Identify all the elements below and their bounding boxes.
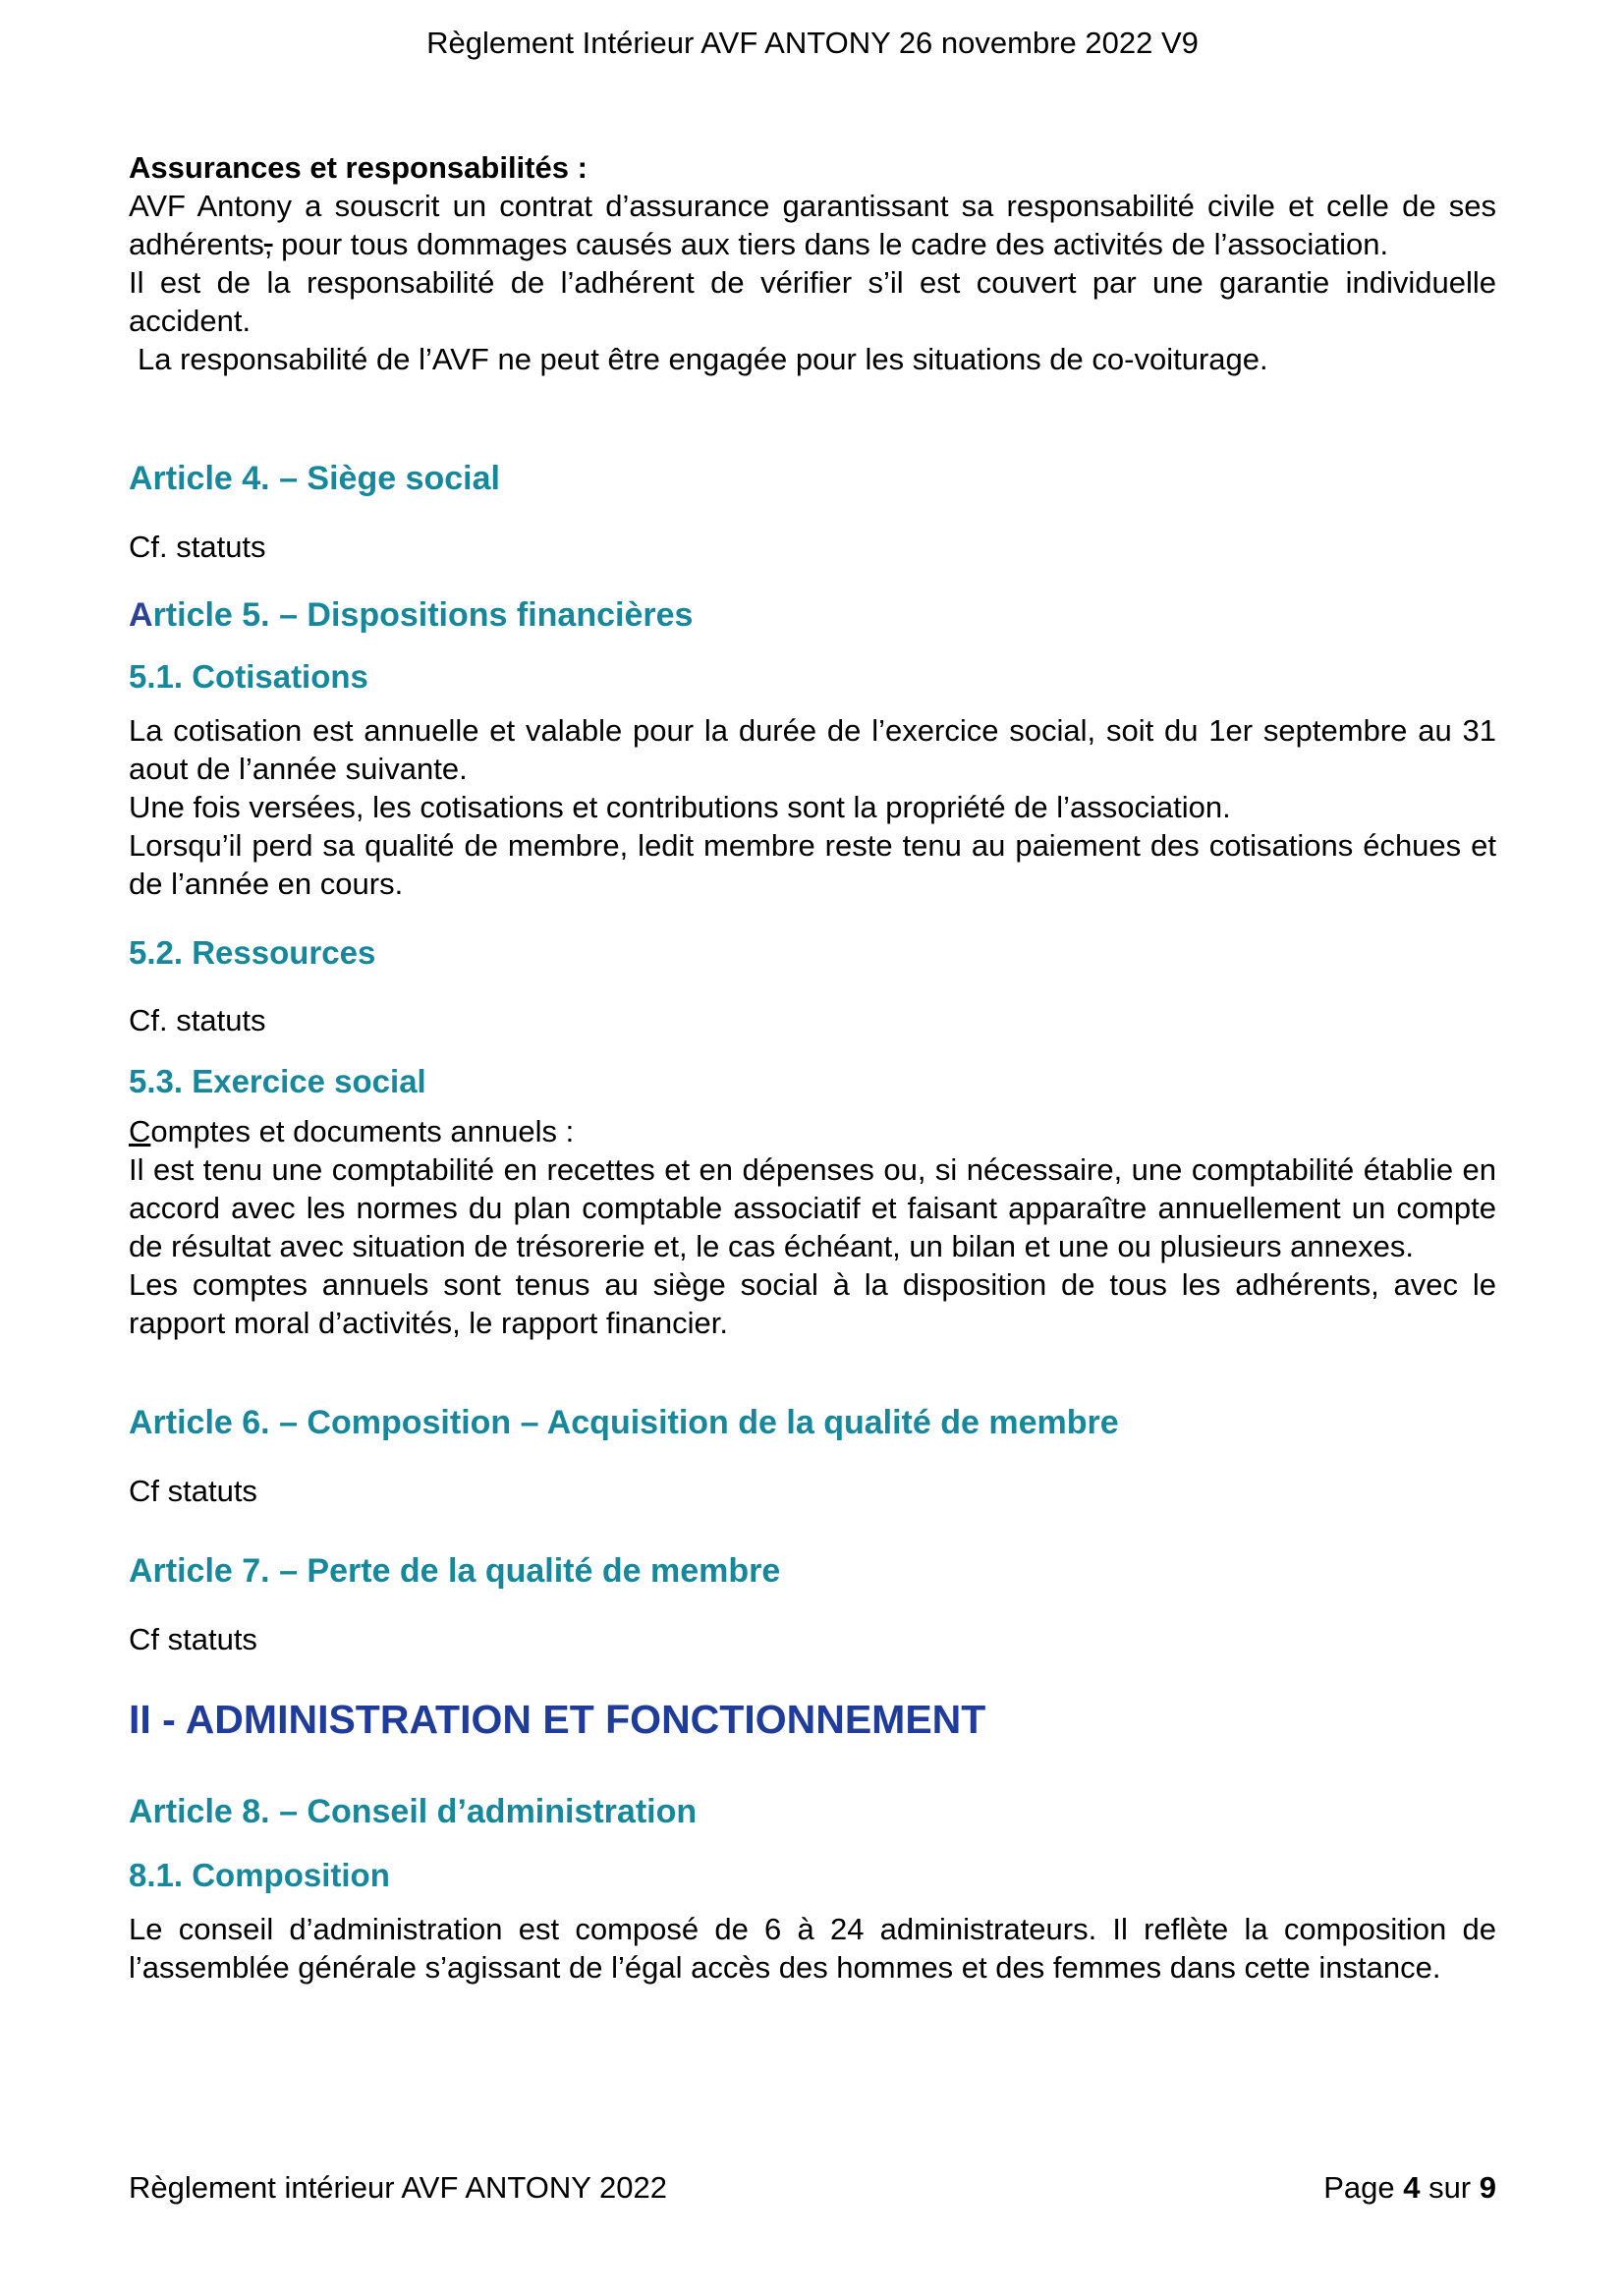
document-header-title: Règlement Intérieur AVF ANTONY 26 novembre 2022 V9 (426, 26, 1199, 60)
footer-page-total: 9 (1479, 2170, 1496, 2205)
document-footer (129, 2169, 1496, 2207)
heading-5-3-exercice-social: 5.3. Exercice social (129, 1063, 426, 1099)
article-5-title-rest: rticle 5. – Dispositions financières (152, 596, 694, 634)
exercice-lead-line (129, 1112, 1496, 1150)
assurances-paragraph-2: Il est de la responsabilité de l’adhérent de vérifier s’il est couvert par une garantie individuelle accident. (129, 265, 1496, 338)
heading-5-2-ressources: 5.2. Ressources (129, 934, 376, 971)
exercice-paragraph-2: Les comptes annuels sont tenus au siège social à la disposition de tous les adhérents, avec le rapport moral d’activités, le rapport financier. (129, 1267, 1496, 1340)
heading-article-5 (129, 593, 1496, 637)
heading-article-4: Article 4. – Siège social (129, 460, 500, 497)
article-7-body: Cf statuts (129, 1622, 257, 1656)
heading-8-1-composition: 8.1. Composition (129, 1857, 390, 1893)
cotisations-paragraph-2: Une fois versées, les cotisations et contributions sont la propriété de l’association. (129, 790, 1231, 824)
exercice-lead-rest: omptes et documents annuels : (150, 1114, 575, 1148)
cotisations-paragraph-3: Lorsqu’il perd sa qualité de membre, ledit membre reste tenu au paiement des cotisations échues et de l’année en cours. (129, 828, 1496, 901)
heading-5-1-cotisations: 5.1. Cotisations (129, 658, 368, 695)
assurances-paragraph-1 (129, 187, 1496, 263)
footer-page-number: 4 (1403, 2170, 1421, 2205)
composition-paragraph-1: Le conseil d’administration est composé de 6 à 24 administrateurs. Il reflète la composition de l’assemblée générale s’agissant de l’égal accès des hommes et des femmes dans cette instance. (129, 1912, 1496, 1985)
heading-article-6: Article 6. – Composition – Acquisition de la qualité de membre (129, 1404, 1119, 1441)
footer-page-info (1323, 2169, 1496, 2207)
article-6-body: Cf statuts (129, 1474, 257, 1508)
footer-sur-word: sur (1420, 2170, 1480, 2205)
footer-page-word: Page (1323, 2170, 1404, 2205)
assurances-p1-struck-comma: , (263, 227, 273, 261)
exercice-paragraph-1: Il est tenu une comptabilité en recettes et en dépenses ou, si nécessaire, une comptabilité établie en accord avec les normes du plan comptable associatif et faisant apparaître annuellement un compte de résultat avec situation de trésorerie et, le cas échéant, un bilan et une ou plusieurs annexes. (129, 1152, 1496, 1263)
cotisations-paragraph-1: La cotisation est annuelle et valable pour la durée de l’exercice social, soit du 1er septembre au 31 aout de l’année suivante. (129, 713, 1496, 786)
ressources-body: Cf. statuts (129, 1003, 266, 1037)
footer-left-text: Règlement intérieur AVF ANTONY 2022 (129, 2170, 667, 2205)
assurances-heading: Assurances et responsabilités : (129, 150, 588, 185)
exercice-lead-first-letter: C (129, 1114, 151, 1148)
article-5-first-letter: A (129, 596, 153, 634)
assurances-p1-after: pour tous dommages causés aux tiers dans le cadre des activités de l’association. (272, 227, 1389, 261)
heading-part-ii-administration: II - ADMINISTRATION ET FONCTIONNEMENT (129, 1697, 986, 1742)
assurances-p1-before: AVF Antony a souscrit un contrat d’assurance garantissant sa responsabilité civile et celle de ses adhérents (129, 189, 1496, 261)
assurances-paragraph-3: La responsabilité de l’AVF ne peut être engagée pour les situations de co-voiturage. (138, 342, 1268, 376)
heading-article-8: Article 8. – Conseil d’administration (129, 1793, 698, 1830)
heading-article-7: Article 7. – Perte de la qualité de membre (129, 1552, 781, 1590)
article-4-body: Cf. statuts (129, 530, 266, 564)
